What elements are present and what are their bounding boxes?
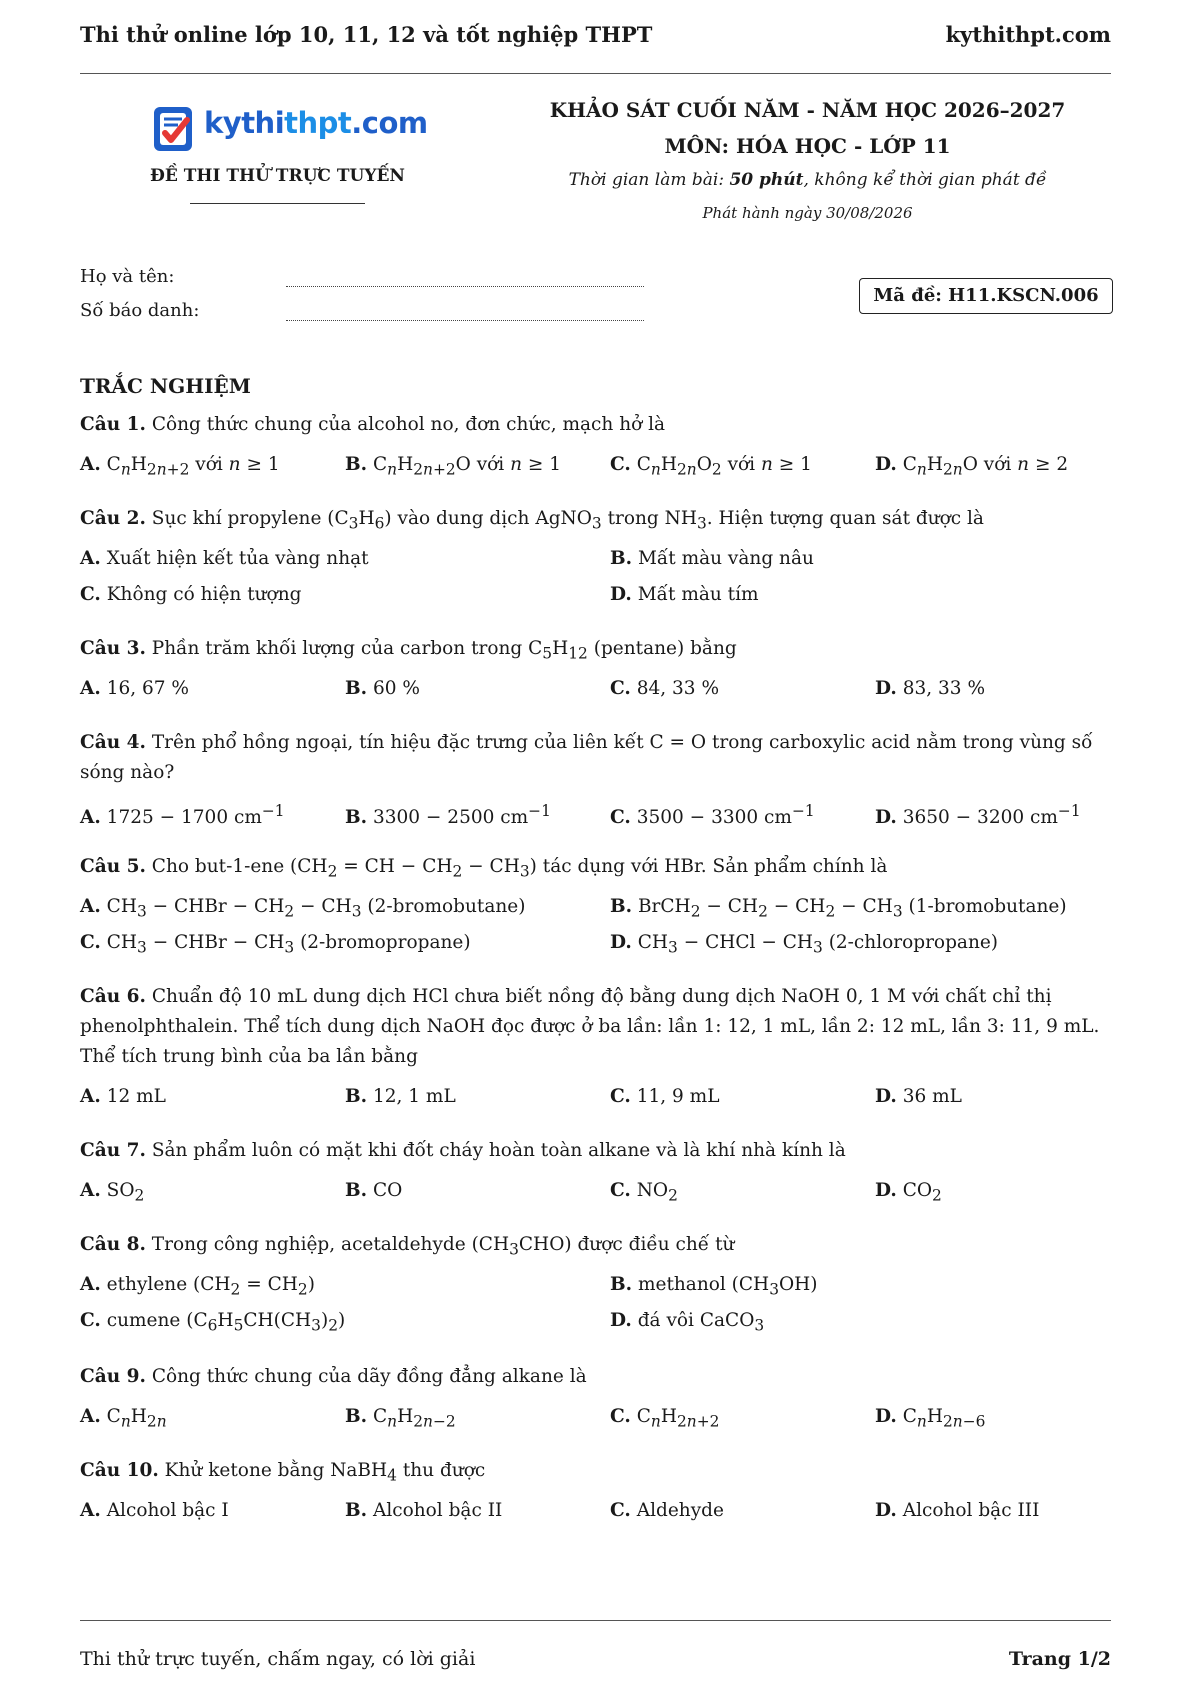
logo-wordmark: kythithpt.com: [204, 106, 428, 140]
q8-option-a[interactable]: A. ethylene $(CH_2 = CH_2)$: [80, 1274, 315, 1299]
q1-option-c[interactable]: C. $C_nH_{2n}O_2$ với n ≥ 1: [610, 454, 812, 479]
footer-divider: [80, 1620, 1111, 1621]
q3-option-c[interactable]: C. 84, 33 %: [610, 678, 720, 699]
q8-option-c[interactable]: C. cumene $(C_6H_5CH(CH_3)_2)$: [80, 1310, 346, 1335]
question-7: Câu 7. Sản phẩm luôn có mặt khi đốt cháy hoàn toàn alkane và là khí nhà kính là: [80, 1140, 846, 1161]
q2-option-b[interactable]: B. Mất màu vàng nâu: [610, 548, 814, 569]
section-title: TRẮC NGHIỆM: [80, 374, 251, 398]
q9-option-b[interactable]: B. $C_nH_{2n-2}$: [345, 1406, 456, 1431]
q6-option-c[interactable]: C. 11, 9 mL: [610, 1086, 720, 1107]
question-10: Câu 10. Khử ketone bằng NaBH$_4$ thu được: [80, 1460, 486, 1485]
q6-option-b[interactable]: B. 12, 1 mL: [345, 1086, 456, 1107]
q2-option-c[interactable]: C. Không có hiện tượng: [80, 584, 302, 605]
question-1: Câu 1. Công thức chung của alcohol no, đơn chức, mạch hở là: [80, 414, 666, 435]
q9-option-d[interactable]: D. $C_nH_{2n-6}$: [875, 1406, 986, 1431]
question-3: Câu 3. Phần trăm khối lượng của carbon trong $C_5H_{12}$ (pentane) bằng: [80, 638, 737, 663]
footer-tagline: Thi thử trực tuyến, chấm ngay, có lời giải: [80, 1648, 476, 1670]
q5-option-d[interactable]: D. $CH_3$ − CHCl − $CH_3$ (2-chloropropane): [610, 932, 999, 957]
question-8: Câu 8. Trong công nghiệp, acetaldehyde $(CH_3CHO)$ được điều chế từ: [80, 1234, 735, 1259]
q10-option-d[interactable]: D. Alcohol bậc III: [875, 1500, 1040, 1521]
q9-option-a[interactable]: A. $C_nH_{2n}$: [80, 1406, 167, 1431]
exam-code-box: Mã đề: H11.KSCN.006: [859, 278, 1113, 314]
q3-option-d[interactable]: D. 83, 33 %: [875, 678, 986, 699]
q10-option-a[interactable]: A. Alcohol bậc I: [80, 1500, 229, 1521]
q10-option-c[interactable]: C. Aldehyde: [610, 1500, 724, 1521]
q4-option-c[interactable]: C. 3500 − 3300 $cm^{-1}$: [610, 802, 815, 829]
question-9: Câu 9. Công thức chung của dãy đồng đẳng alkane là: [80, 1366, 587, 1387]
logo-icon: [152, 103, 204, 155]
exam-duration: Thời gian làm bài: 50 phút, không kể thời gian phát đề: [568, 170, 1047, 190]
site-logo: [150, 100, 428, 160]
name-field: [80, 266, 174, 287]
q4-option-b[interactable]: B. 3300 − 2500 $cm^{-1}$: [345, 802, 551, 829]
q4-option-d[interactable]: D. 3650 − 3200 $cm^{-1}$: [875, 802, 1081, 829]
exam-type-subtitle: ĐỀ THI THỬ TRỰC TUYẾN: [150, 166, 405, 186]
header-site-url[interactable]: kythithpt.com: [945, 22, 1111, 47]
q10-option-b[interactable]: B. Alcohol bậc II: [345, 1500, 503, 1521]
q8-option-b[interactable]: B. methanol $(CH_3OH)$: [610, 1274, 818, 1299]
q6-option-d[interactable]: D. 36 mL: [875, 1086, 962, 1107]
exam-subject: MÔN: HÓA HỌC - LỚP 11: [664, 134, 951, 158]
q7-option-d[interactable]: D. $CO_2$: [875, 1180, 942, 1205]
q7-option-c[interactable]: C. $NO_2$: [610, 1180, 678, 1205]
exam-issue-date: Phát hành ngày 30/08/2026: [702, 204, 913, 222]
q1-option-d[interactable]: D. $C_nH_{2n}O$ với n ≥ 2: [875, 454, 1069, 479]
question-2: Câu 2. Sục khí propylene $(C_3H_6)$ vào dung dịch AgNO$_3$ trong $NH_3$. Hiện tượng quan sát được là: [80, 508, 984, 533]
q1-option-a[interactable]: A. $C_nH_{2n+2}$ với n ≥ 1: [80, 454, 280, 479]
header-divider: [80, 73, 1111, 74]
question-5: Câu 5. Cho but-1-ene ($CH_2$ = CH − $CH_2 - CH_3$) tác dụng với HBr. Sản phẩm chính là: [80, 856, 888, 881]
header-site-tagline: Thi thử online lớp 10, 11, 12 và tốt nghiệp THPT: [80, 22, 653, 47]
q6-option-a[interactable]: A. 12 mL: [80, 1086, 166, 1107]
q5-option-a[interactable]: A. $CH_3$ − CHBr − $CH_2 - CH_3$ (2-bromobutane): [80, 896, 526, 921]
candidate-id-field: [80, 300, 199, 321]
q5-option-b[interactable]: B. BrCH$_2$ − $CH_2 - CH_2 - CH_3$ (1-bromobutane): [610, 896, 1067, 921]
question-6: Câu 6. Chuẩn độ 10 mL dung dịch HCl chưa biết nồng độ bằng dung dịch NaOH 0, 1 M với chất chỉ thị phenolphthalein. Thể tích dung dịch NaOH đọc được ở ba lần: lần 1: 12, 1 mL, lần 2: 12 mL, lần 3: 11, 9 mL. Thể tích trung bình của ba lần bằng: [80, 986, 1100, 1067]
q5-option-c[interactable]: C. $CH_3$ − CHBr − $CH_3$ (2-bromopropane): [80, 932, 471, 957]
candidate-id-dotted-line: [286, 320, 644, 321]
candidate-id-label: Số báo danh:: [80, 300, 200, 321]
q2-option-d[interactable]: D. Mất màu tím: [610, 584, 759, 605]
q7-option-a[interactable]: A. $SO_2$: [80, 1180, 145, 1205]
q9-option-c[interactable]: C. $C_nH_{2n+2}$: [610, 1406, 720, 1431]
q1-option-b[interactable]: B. $C_nH_{2n+2}O$ với n ≥ 1: [345, 454, 562, 479]
q3-option-a[interactable]: A. 16, 67 %: [80, 678, 189, 699]
q3-option-b[interactable]: B. 60 %: [345, 678, 420, 699]
question-4: Câu 4. Trên phổ hồng ngoại, tín hiệu đặc trưng của liên kết C = O trong carboxylic acid nằm trong vùng số sóng nào?: [80, 732, 1093, 783]
q4-option-a[interactable]: A. 1725 − 1700 $cm^{-1}$: [80, 802, 285, 829]
q8-option-d[interactable]: D. đá vôi CaCO$_3$: [610, 1310, 765, 1335]
page-number: Trang 1/2: [1008, 1648, 1111, 1670]
exam-title: KHẢO SÁT CUỐI NĂM - NĂM HỌC 2026–2027: [549, 98, 1066, 122]
q7-option-b[interactable]: B. CO: [345, 1180, 403, 1201]
q2-option-a[interactable]: A. Xuất hiện kết tủa vàng nhạt: [80, 548, 369, 569]
subtitle-underline: [190, 203, 365, 204]
name-dotted-line: [286, 286, 644, 287]
name-label: Họ và tên:: [80, 266, 175, 287]
